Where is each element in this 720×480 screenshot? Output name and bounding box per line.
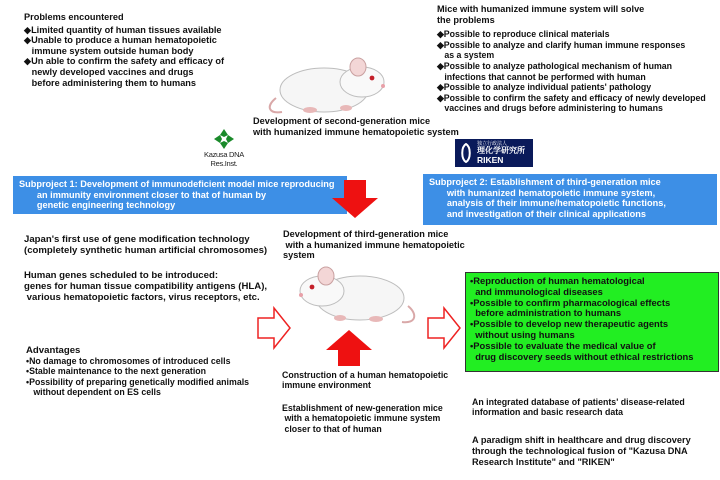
gene-technology-label: Japan's first use of gene modification technology (completely synthetic human artificial chromosomes) [24,234,268,257]
kazusa-logo-mark [213,128,235,150]
outcomes-box [465,272,719,372]
paradigm-label: A paradigm shift in healthcare and drug discovery through the technological fusion of "Kazusa DNA Research Institute" and "RIKEN" [472,435,691,467]
riken-logo-small: 独立行政法人 [477,141,508,147]
solutions-item: ◆Possible to analyze and clarify human immune responses as a system [437,39,686,61]
solutions-item: ◆Possible to analyze pathological mechanism of human infections that cannot be performed with human [437,60,673,82]
database-label: An integrated database of patients' disease-related information and basic research data [472,397,685,418]
advantages-item: •No damage to chromosomes of introduced cells [26,356,231,366]
kazusa-logo [194,128,254,166]
paradigm-text [472,435,712,468]
advantages-section [26,345,276,398]
third-gen-caption [283,229,473,261]
establishment-label: Establishment of new-generation mice with a hematopoietic immune system closer to that of human [282,403,443,434]
solutions-item: ◆Possible to confirm the safety and efficacy of newly developed vaccines and drugs before administering to humans [437,92,706,114]
advantages-item: •Stable maintenance to the next generation [26,366,207,377]
solutions-item: ◆Possible to reproduce clinical materials [437,29,610,40]
human-genes-text [24,270,294,304]
construction-text [282,370,462,391]
construction-label: Construction of a human hematopoietic immune environment [282,370,449,391]
second-gen-caption [253,116,459,137]
riken-logo-en: RIKEN [477,155,504,165]
solutions-section [437,4,717,114]
subproject-1-box [13,176,347,214]
database-text [472,397,712,418]
mouse-illustration-center [290,258,422,328]
subproject-2-box [423,174,717,225]
right-arrow-right [426,306,462,350]
establishment-text [282,403,462,434]
solutions-heading: Mice with humanized immune system will solve the problems [437,4,645,25]
advantages-item: •Possibility of preparing genetically modified animals without dependent on ES cells [26,376,250,398]
problems-section [24,12,254,88]
problems-item: ◆Un able to confirm the safety and efficacy of newly developed vaccines and drugs before administering them to humans [24,56,225,88]
kazusa-logo-text: Kazusa DNA Res.Inst. [204,150,244,168]
subproject-1-text: Subproject 1: Development of immunodeficient model mice reproducing an immunity environment closer to that of human by genetic engineering technology [19,179,335,211]
problems-item: ◆Limited quantity of human tissues available [24,24,222,35]
up-arrow [324,328,374,368]
riken-logo [455,139,533,167]
solutions-item: ◆Possible to analyze individual patients' pathology [437,82,652,93]
mouse-illustration-top [262,48,394,118]
down-arrow [330,180,380,220]
outcome-item: •Possible to develop new therapeutic agents without using humans [470,318,669,340]
human-genes-label: Human genes scheduled to be introduced: genes for human tissue compatibility antigens (HLA), various hematopoietic factors, virus receptors, etc. [24,270,268,304]
right-arrow-left [256,306,292,350]
subproject-2-text: Subproject 2: Establishment of third-generation mice with humanized hematopoietic immune system, analysis of their immune/hematopoietic functions, and investigation of their clinical applications [429,177,666,219]
outcome-item: •Reproduction of human hematological and immunological diseases [470,275,645,297]
riken-logo-mark [459,143,473,163]
third-gen-caption-text: Development of third-generation mice with a humanized immune hematopoietic system [283,229,465,261]
outcome-item: •Possible to evaluate the medical value of drug discovery seeds without ethical restrictions [470,339,694,362]
riken-logo-jp: 理化学研究所 [477,146,525,155]
problems-item: ◆Unable to produce a human hematopoietic immune system outside human body [24,35,217,56]
gene-technology-text [24,234,294,256]
second-gen-caption-text: Development of second-generation mice with humanized immune hematopoietic system [253,116,459,137]
advantages-heading: Advantages [26,345,81,356]
problems-heading: Problems encountered [24,12,124,22]
outcome-item: •Possible to confirm pharmacological effects before administration to humans [470,296,671,319]
